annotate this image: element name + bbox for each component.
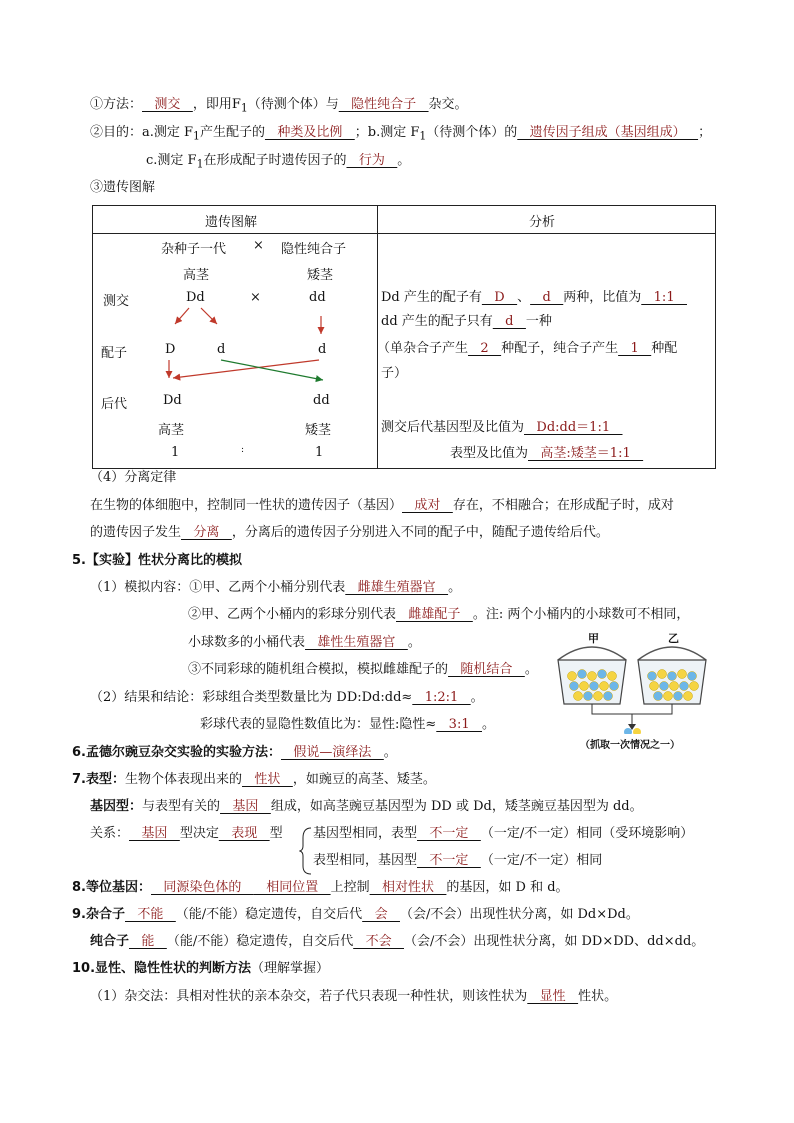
analysis-line-4: 子）: [381, 366, 408, 381]
gamete-arrows: [93, 206, 377, 468]
section-10-line-1: （1）杂交法：具相对性状的亲本杂交，若子代只表现一种性状，则该性状为 显性 性状。: [90, 989, 618, 1004]
bucket-drawing: [552, 630, 718, 734]
purpose-line-2: c.测定 $F_1$在形成配子时遗传因子的 行为 。: [146, 153, 411, 171]
section-9-homozygote: 纯合子 能 （能/不能）稳定遗传，自交后代 不会 （会/不会）出现性状分离，如 DD×DD、dd×dd。: [90, 934, 705, 949]
header-analysis: 分析: [529, 215, 556, 230]
section-4-title: （4）分离定律: [90, 470, 177, 485]
section-7-genotype: 基因型：与表型有关的 基因 组成，如高茎豌豆基因型为 DD 或 Dd，矮茎豌豆基因型为 dd。: [90, 799, 643, 814]
section-7-phenotype: 7.表型：生物个体表现出来的 性状 ，如豌豆的高茎、矮茎。: [72, 772, 436, 787]
header-diagram: 遗传图解: [205, 215, 258, 230]
analysis-line-1: Dd 产生的配子有 D 、 d 两种，比值为 1:1: [381, 290, 687, 305]
analysis-line-6: 表型及比值为 高茎:矮茎＝1:1: [450, 446, 644, 461]
segregation-law-line-1: 在生物的体细胞中，控制同一性状的遗传因子（基因） 成对 存在，不相融合；在形成配子时，成对: [90, 498, 674, 513]
analysis-line-3: （单杂合子产生 2 种配子，纯合子产生 1 种配: [377, 341, 678, 356]
section-9-heterozygote: 9.杂合子 不能 （能/不能）稳定遗传，自交后代 会 （会/不会）出现性状分离，如 Dd×Dd。: [72, 907, 639, 922]
answer-recessive-homozygote: 隐性纯合子: [338, 97, 429, 112]
bucket-simulation-figure: [552, 630, 718, 750]
diagram-heading: ③遗传图解: [90, 180, 156, 195]
section-6: 6.孟德尔豌豆杂交实验的实验方法： 假说—演绎法 。: [72, 745, 397, 760]
purpose-line-1: ②目的：a.测定 $F_1$产生配子的 种类及比例 ；b.测定 $F_1$（待测个体）的 遗传因子组成（基因组成） ；: [90, 125, 712, 143]
analysis-line-5: 测交后代基因型及比值为 Dd:dd＝1:1: [381, 420, 623, 435]
drawn-ball-2: [633, 728, 641, 734]
section-7-relation: 关系： 基因 型决定 表现 型: [90, 826, 283, 841]
genetic-diagram-table: 遗传图解 分析 杂种子一代 × 隐性纯合子 高茎 矮茎 测交 Dd × dd 配子 D d d 后代 Dd dd 高茎 矮茎 1 : 1 Dd 产生的配子有 D 、 d 两种，比值为 1:1 dd 产生的配子只有 d 一种 （单杂合子产生 2 种配子，纯合子产生 1 种配 子） 测交后代基因型及比值为 Dd:dd＝1:1 表型及比值为 高茎:矮茎＝1:1: [92, 205, 716, 469]
draw-lines: [592, 704, 672, 726]
arrow-Dd-to-d: [201, 308, 217, 324]
answer-testcross: 测交: [142, 97, 193, 112]
segregation-law-line-2: 的遗传因子发生 分离 ，分离后的遗传因子分别进入不同的配子中，随配子遗传给后代。: [90, 525, 609, 540]
bucket-label-yi: 乙: [668, 632, 679, 645]
bucket-label-jia: 甲: [588, 632, 599, 645]
section-5-title: 5.【实验】性状分离比的模拟: [72, 553, 242, 568]
section-8: 8.等位基因： 同源染色体的 相同位置 上控制 相对性状 的基因，如 D 和 d。: [72, 880, 569, 895]
bucket-jia-handle: [558, 647, 626, 660]
arrow-Dd-to-D: [175, 308, 189, 324]
relation-brace: [299, 826, 313, 876]
figure-caption: （抓取一次情况之一）: [580, 740, 680, 751]
method-line: ①方法： 测交 ，即用$F_1$（待测个体）与 隐性纯合子 杂交。: [90, 97, 468, 115]
drawn-ball-1: [624, 728, 632, 734]
section-10-title: 10.显性、隐性性状的判断方法（理解掌握）: [72, 961, 330, 976]
analysis-line-2: dd 产生的配子只有 d 一种: [381, 314, 552, 329]
bucket-yi-handle: [638, 647, 706, 660]
